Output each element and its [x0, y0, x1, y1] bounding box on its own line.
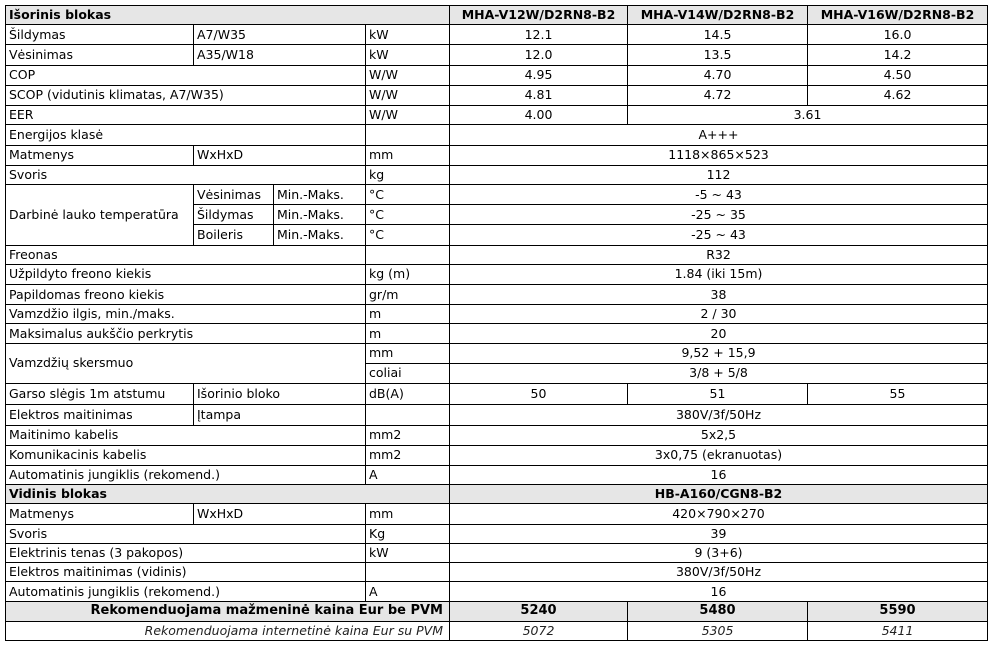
model-header: HB-A160/CGN8-B2	[450, 485, 988, 504]
row-unit: °C	[366, 205, 450, 225]
indoor-heater-row	[6, 543, 988, 562]
value-cell: 1118×865×523	[450, 145, 988, 165]
row-label: Darbinė lauko temperatūra	[6, 184, 194, 245]
row-label: SCOP (vidutinis klimatas, A7/W35)	[6, 85, 366, 105]
indoor-power-row	[6, 562, 988, 581]
model-header: MHA-V14W/D2RN8-B2	[628, 6, 808, 25]
row-unit	[366, 562, 450, 581]
row-mode: Vėsinimas	[194, 184, 274, 204]
value-cell: 4.00	[450, 106, 628, 125]
value-cell: A+++	[450, 125, 988, 145]
pipe-diameter-row	[6, 343, 988, 363]
value-cell: 16	[450, 465, 988, 484]
row-label: Freonas	[6, 245, 366, 264]
retail-price-label: Rekomenduojama mažmeninė kaina Eur be PVM	[6, 602, 450, 621]
value-cell: 380V/3f/50Hz	[450, 562, 988, 581]
row-label: Elektros maitinimas (vidinis)	[6, 562, 366, 581]
price-cell: 5480	[628, 602, 808, 621]
value-cell: 4.81	[450, 85, 628, 105]
value-cell: 16.0	[808, 25, 988, 45]
value-cell: 3x0,75 (ekranuotas)	[450, 445, 988, 465]
web-price-label: Rekomenduojama internetinė kaina Eur su PVM	[6, 621, 450, 640]
value-cell: 1.84 (iki 15m)	[450, 264, 988, 284]
row-unit: gr/m	[366, 285, 450, 305]
row-mode: Šildymas	[194, 205, 274, 225]
value-cell: 3/8 + 5/8	[450, 363, 988, 383]
row-range: Min.-Maks.	[274, 205, 366, 225]
charge-row	[6, 264, 988, 284]
value-cell: R32	[450, 245, 988, 264]
row-label: Vamzdžių skersmuo	[6, 343, 366, 383]
value-cell: 4.72	[628, 85, 808, 105]
row-unit: mm	[366, 145, 450, 165]
row-label: Vamzdžio ilgis, min./maks.	[6, 305, 366, 324]
row-unit: kW	[366, 25, 450, 45]
cop-row	[6, 65, 988, 85]
row-unit: W/W	[366, 106, 450, 125]
row-label: Maksimalus aukščio perkrytis	[6, 324, 366, 343]
eer-row	[6, 106, 988, 125]
cooling-row	[6, 45, 988, 65]
row-unit	[366, 245, 450, 264]
value-cell: 9 (3+6)	[450, 543, 988, 562]
row-label: Elektrinis tenas (3 pakopos)	[6, 543, 366, 562]
row-label: Vėsinimas	[6, 45, 194, 65]
value-cell: 4.95	[450, 65, 628, 85]
row-unit: mm	[366, 504, 450, 524]
value-cell: 5x2,5	[450, 425, 988, 445]
row-unit: kW	[366, 543, 450, 562]
row-unit	[366, 405, 450, 425]
height-diff-row	[6, 324, 988, 343]
weight-row	[6, 165, 988, 184]
row-label: Garso slėgis 1m atstumu	[6, 384, 194, 405]
value-cell: -5 ~ 43	[450, 184, 988, 204]
row-unit: W/W	[366, 65, 450, 85]
refrigerant-row	[6, 245, 988, 264]
row-unit: mm2	[366, 445, 450, 465]
scop-row	[6, 85, 988, 105]
indoor-dimensions-row	[6, 504, 988, 524]
value-cell: 380V/3f/50Hz	[450, 405, 988, 425]
dimensions-row	[6, 145, 988, 165]
row-condition: WxHxD	[194, 504, 366, 524]
model-header: MHA-V12W/D2RN8-B2	[450, 6, 628, 25]
value-cell: 55	[808, 384, 988, 405]
row-label: Automatinis jungiklis (rekomend.)	[6, 465, 366, 484]
row-condition: Įtampa	[194, 405, 366, 425]
row-unit: mm	[366, 343, 450, 363]
indoor-breaker-row	[6, 582, 988, 602]
power-cable-row	[6, 425, 988, 445]
row-unit: °C	[366, 184, 450, 204]
value-cell: 20	[450, 324, 988, 343]
row-condition: Išorinio bloko	[194, 384, 366, 405]
row-label: Maitinimo kabelis	[6, 425, 366, 445]
row-label: Matmenys	[6, 145, 194, 165]
row-label: Automatinis jungiklis (rekomend.)	[6, 582, 366, 602]
extra-charge-row	[6, 285, 988, 305]
value-cell: 50	[450, 384, 628, 405]
outdoor-header-row	[6, 6, 988, 25]
row-unit: °C	[366, 225, 450, 245]
value-cell: 4.70	[628, 65, 808, 85]
value-cell: -25 ~ 43	[450, 225, 988, 245]
comm-cable-row	[6, 445, 988, 465]
value-cell: 13.5	[628, 45, 808, 65]
value-cell: 16	[450, 582, 988, 602]
price-cell: 5411	[808, 621, 988, 640]
value-cell: 51	[628, 384, 808, 405]
row-unit: kW	[366, 45, 450, 65]
row-range: Min.-Maks.	[274, 225, 366, 245]
sound-row	[6, 384, 988, 405]
value-cell: 12.0	[450, 45, 628, 65]
power-row	[6, 405, 988, 425]
ambient-row	[6, 184, 988, 204]
row-unit: dB(A)	[366, 384, 450, 405]
row-unit: kg (m)	[366, 264, 450, 284]
value-cell: 39	[450, 524, 988, 543]
row-label: Matmenys	[6, 504, 194, 524]
price-cell: 5305	[628, 621, 808, 640]
indoor-weight-row	[6, 524, 988, 543]
value-cell: 112	[450, 165, 988, 184]
row-range: Min.-Maks.	[274, 184, 366, 204]
price-cell: 5072	[450, 621, 628, 640]
spec-table	[5, 5, 988, 641]
row-label: Šildymas	[6, 25, 194, 45]
energy-class-row	[6, 125, 988, 145]
price-cell: 5240	[450, 602, 628, 621]
row-mode: Boileris	[194, 225, 274, 245]
row-unit: mm2	[366, 425, 450, 445]
row-condition: A7/W35	[194, 25, 366, 45]
value-cell: 38	[450, 285, 988, 305]
row-label: COP	[6, 65, 366, 85]
row-unit: Kg	[366, 524, 450, 543]
value-cell: 2 / 30	[450, 305, 988, 324]
price-cell: 5590	[808, 602, 988, 621]
value-cell: 9,52 + 15,9	[450, 343, 988, 363]
row-unit	[366, 125, 450, 145]
value-cell: 4.50	[808, 65, 988, 85]
row-label: Komunikacinis kabelis	[6, 445, 366, 465]
indoor-header-row	[6, 485, 988, 504]
row-condition: A35/W18	[194, 45, 366, 65]
value-cell: 14.2	[808, 45, 988, 65]
row-unit: m	[366, 305, 450, 324]
row-unit: A	[366, 582, 450, 602]
breaker-row	[6, 465, 988, 484]
row-label: Svoris	[6, 524, 366, 543]
row-label: Svoris	[6, 165, 366, 184]
value-cell: 12.1	[450, 25, 628, 45]
row-label: Energijos klasė	[6, 125, 366, 145]
outdoor-section-title: Išorinis blokas	[6, 6, 450, 25]
row-label: EER	[6, 106, 366, 125]
row-unit: coliai	[366, 363, 450, 383]
row-unit: m	[366, 324, 450, 343]
row-label: Elektros maitinimas	[6, 405, 194, 425]
value-cell: -25 ~ 35	[450, 205, 988, 225]
row-condition: WxHxD	[194, 145, 366, 165]
model-header: MHA-V16W/D2RN8-B2	[808, 6, 988, 25]
retail-price-row	[6, 602, 988, 621]
pipe-length-row	[6, 305, 988, 324]
value-cell: 3.61	[628, 106, 988, 125]
value-cell: 14.5	[628, 25, 808, 45]
indoor-section-title: Vidinis blokas	[6, 485, 450, 504]
value-cell: 420×790×270	[450, 504, 988, 524]
row-unit: kg	[366, 165, 450, 184]
web-price-row	[6, 621, 988, 640]
row-label: Užpildyto freono kiekis	[6, 264, 366, 284]
row-label: Papildomas freono kiekis	[6, 285, 366, 305]
heating-row	[6, 25, 988, 45]
row-unit: A	[366, 465, 450, 484]
row-unit: W/W	[366, 85, 450, 105]
value-cell: 4.62	[808, 85, 988, 105]
